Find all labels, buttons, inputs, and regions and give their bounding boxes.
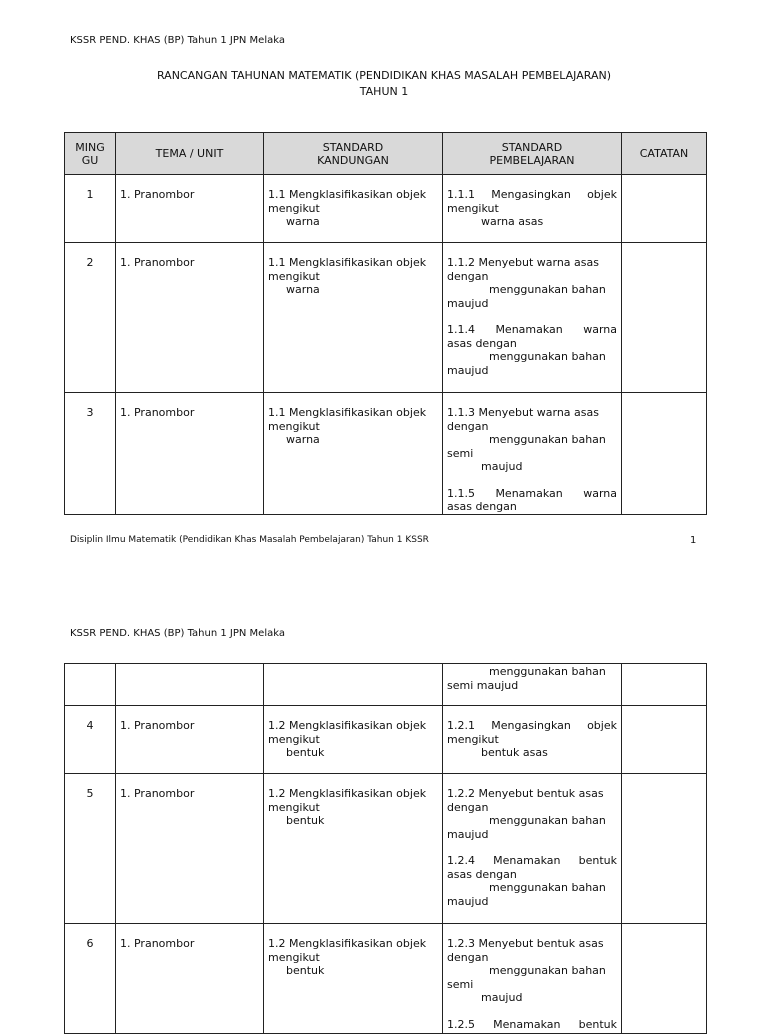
sk-text: 1.2 Mengklasifikasikan objek [268, 937, 427, 950]
standard-kandungan-cell [264, 706, 442, 760]
sk-text: 1.1 Mengklasifikasikan objek [268, 256, 427, 269]
catatan-cell [622, 664, 707, 706]
standard-kandungan-cell [264, 924, 442, 978]
sp-text: 1.1.4 Menamakan warna [447, 323, 617, 336]
sp-text: 1.2.1 Mengasingkan objek [447, 719, 617, 732]
table-row [65, 243, 707, 393]
standard-kandungan-cell [264, 243, 442, 297]
catatan-cell [622, 393, 707, 515]
sp-text: 1.1.2 Menyebut warna asas [447, 256, 599, 269]
sp-text: menggunakan bahan [489, 283, 606, 296]
sp-text: mengikut [447, 732, 499, 746]
catatan-cell [622, 706, 707, 774]
table-row [65, 393, 707, 515]
sp-text: asas dengan [447, 500, 517, 513]
sp-text: bentuk asas [481, 746, 548, 759]
minggu-cell: 3 [86, 406, 94, 419]
standard-pembelajaran-cell [443, 924, 621, 1033]
sp-text: dengan [447, 950, 489, 964]
sk-text: 1.1 Mengklasifikasikan objek [268, 188, 427, 201]
sp-text: 1.2.2 Menyebut bentuk asas [447, 787, 604, 800]
column-catatan: CATATAN [622, 133, 707, 175]
column-standard-pembelajaran [443, 133, 622, 175]
sp-text: menggunakan bahan [489, 964, 606, 977]
standard-pembelajaran-cell [443, 393, 621, 514]
page-header: KSSR PEND. KHAS (BP) Tahun 1 JPN Melaka [70, 35, 285, 46]
sk-text: bentuk [286, 814, 325, 827]
standard-pembelajaran-cell [443, 175, 621, 229]
catatan-cell [622, 924, 707, 1034]
standard-pembelajaran-cell [443, 774, 621, 908]
minggu-cell: 1 [86, 188, 94, 201]
sk-text: warna [286, 283, 320, 296]
page-footer: Disiplin Ilmu Matematik (Pendidikan Khas Masalah Pembelajaran) Tahun 1 KSSR [70, 535, 429, 545]
sk-text: bentuk [286, 964, 325, 977]
page-number: 1 [690, 535, 697, 546]
column-standard-kandungan [264, 133, 443, 175]
table-row [65, 664, 707, 706]
sp-text: maujud [447, 827, 489, 841]
sp-text: dengan [447, 269, 489, 283]
column-sp-line2: PEMBELAJARAN [489, 153, 575, 167]
sk-text: 1.2 Mengklasifikasikan objek [268, 719, 427, 732]
sp-text: asas dengan [447, 336, 517, 350]
title-line-1: RANCANGAN TAHUNAN MATEMATIK (PENDIDIKAN KHAS MASALAH PEMBELAJARAN) [156, 69, 611, 82]
sk-text: 1.1 Mengklasifikasikan objek [268, 406, 427, 419]
table-row [65, 175, 707, 243]
sk-text: mengikut [268, 732, 320, 746]
sp-text: warna asas [481, 215, 544, 228]
minggu-cell: 5 [86, 787, 94, 800]
sk-text: mengikut [268, 800, 320, 814]
column-sk-line2: KANDUNGAN [317, 153, 389, 167]
sk-text: mengikut [268, 269, 320, 283]
column-sp-line1: STANDARD [501, 140, 563, 154]
sp-text: dengan [447, 419, 489, 433]
standard-kandungan-cell [264, 393, 442, 447]
standard-pembelajaran-cell [443, 706, 621, 760]
standard-pembelajaran-cell [443, 664, 621, 692]
sp-text: menggunakan bahan [489, 665, 606, 678]
sp-text: 1.2.5 Menamakan bentuk [447, 1017, 617, 1031]
tema-cell: 1. Pranombor [120, 719, 195, 732]
tema-cell: 1. Pranombor [120, 937, 195, 950]
sp-text: 1.2.3 Menyebut bentuk asas [447, 937, 604, 950]
sk-text: bentuk [286, 746, 325, 759]
standard-pembelajaran-cell [443, 243, 621, 377]
standard-kandungan-cell [264, 774, 442, 828]
sp-text: 1.1.3 Menyebut warna asas [447, 406, 599, 419]
sk-text: mengikut [268, 419, 320, 433]
sp-text: semi [447, 446, 474, 460]
yearly-plan-table [64, 132, 707, 515]
sp-text: maujud [447, 363, 489, 377]
sp-text: menggunakan bahan [489, 814, 606, 827]
sk-text: warna [286, 215, 320, 228]
sp-text: maujud [447, 296, 489, 310]
catatan-cell [622, 774, 707, 924]
yearly-plan-table-continued [64, 663, 707, 1034]
sp-text: maujud [481, 991, 523, 1004]
minggu-cell: 2 [86, 256, 94, 269]
catatan-cell [622, 243, 707, 393]
sk-text: warna [286, 433, 320, 446]
catatan-cell [622, 175, 707, 243]
column-minggu-line2: GU [81, 153, 99, 167]
tema-cell: 1. Pranombor [120, 256, 195, 269]
sp-text: maujud [447, 894, 489, 908]
document-title [0, 68, 768, 100]
column-minggu-line1: MING [75, 140, 105, 154]
standard-kandungan-cell [264, 175, 442, 229]
tema-cell: 1. Pranombor [120, 188, 195, 201]
sp-text: menggunakan bahan [489, 881, 606, 894]
tema-cell: 1. Pranombor [120, 406, 195, 419]
sp-text: asas dengan [447, 867, 517, 881]
sp-text: 1.2.4 Menamakan bentuk [447, 854, 617, 867]
column-tema: TEMA / UNIT [116, 133, 264, 175]
tema-cell: 1. Pranombor [120, 787, 195, 800]
table-row [65, 706, 707, 774]
table-header-row [65, 133, 707, 175]
sp-text: maujud [481, 460, 523, 473]
page-header: KSSR PEND. KHAS (BP) Tahun 1 JPN Melaka [70, 628, 285, 639]
title-line-2: TAHUN 1 [359, 85, 409, 98]
sp-text: semi maujud [447, 678, 519, 692]
minggu-cell: 6 [86, 937, 94, 950]
sp-text: 1.1.1 Mengasingkan objek [447, 188, 617, 201]
sk-text: mengikut [268, 201, 320, 215]
table-row [65, 774, 707, 924]
sp-text: semi [447, 977, 474, 991]
sp-text: 1.1.5 Menamakan warna [447, 486, 617, 500]
minggu-cell: 4 [86, 719, 94, 732]
column-sk-line1: STANDARD [322, 140, 384, 154]
sp-text: menggunakan bahan [489, 433, 606, 446]
sk-text: 1.2 Mengklasifikasikan objek [268, 787, 427, 800]
table-row [65, 924, 707, 1034]
sk-text: mengikut [268, 950, 320, 964]
sp-text: mengikut [447, 201, 499, 215]
sp-text: dengan [447, 800, 489, 814]
sp-text: menggunakan bahan [489, 350, 606, 363]
column-minggu [65, 133, 116, 175]
